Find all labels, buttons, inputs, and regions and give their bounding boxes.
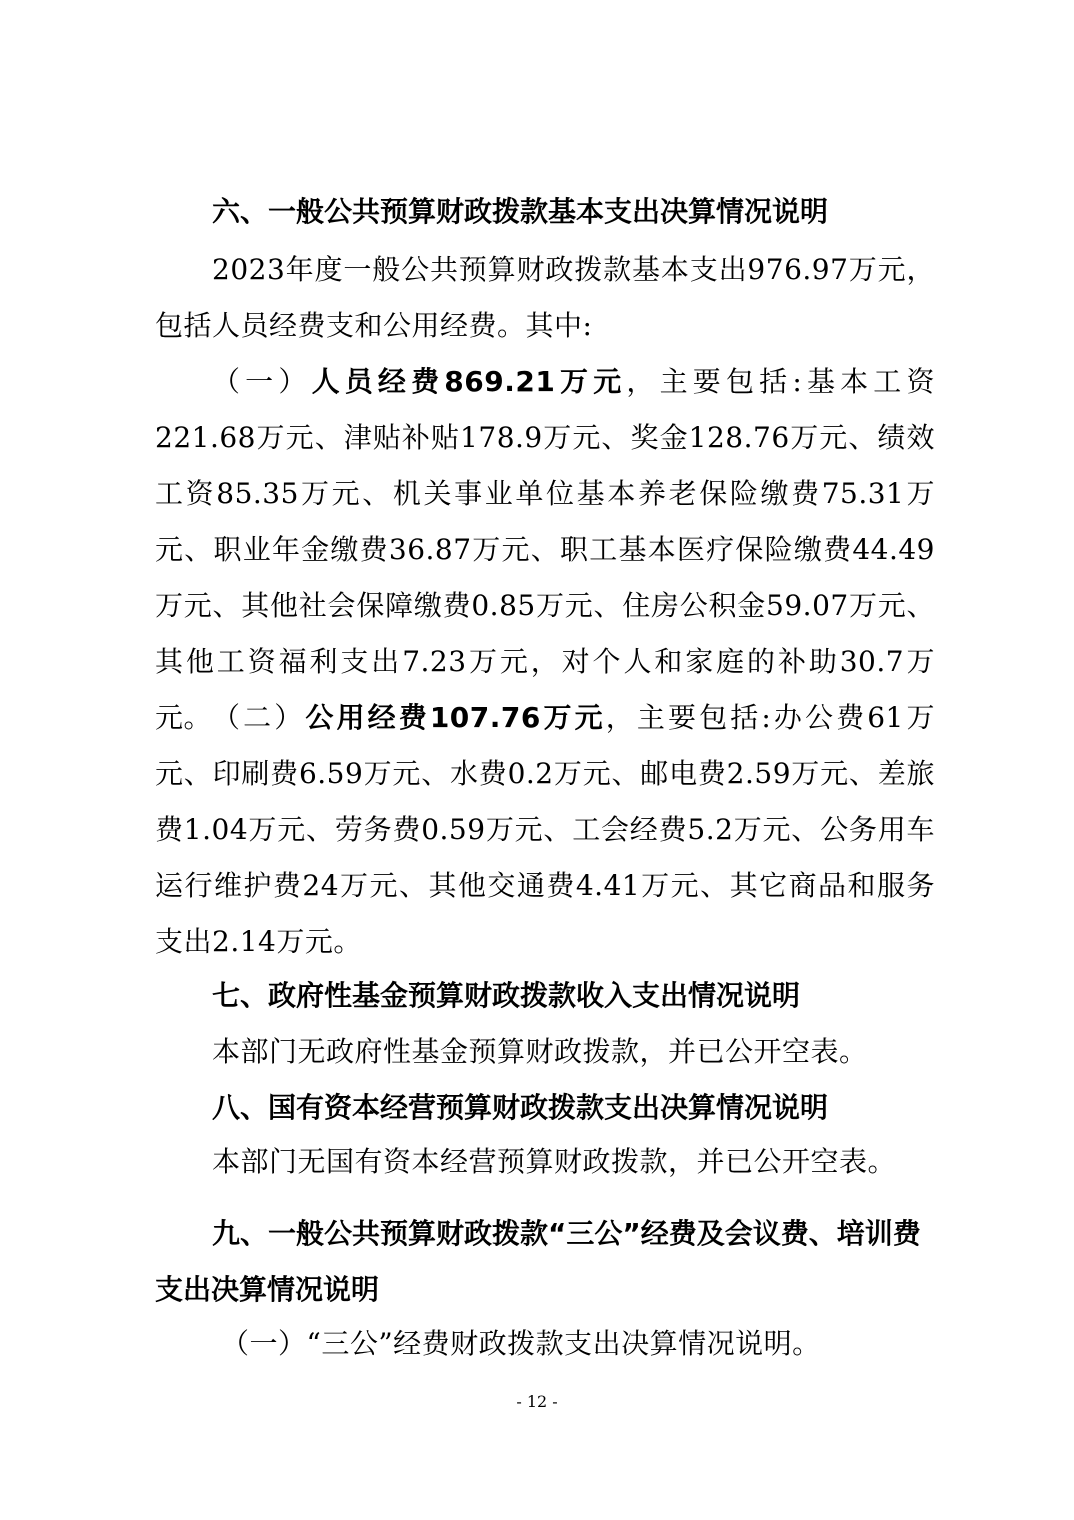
section-6-intro: 2023年度一般公共预算财政拨款基本支出976.97万元，包括人员经费支和公用经费。其中: bbox=[155, 253, 935, 342]
section-8-text: 本部门无国有资本经营预算财政拨款，并已公开空表。 bbox=[212, 1145, 897, 1178]
section-7-text: 本部门无政府性基金预算财政拨款，并已公开空表。 bbox=[212, 1035, 868, 1068]
page-number: - 12 - bbox=[516, 1392, 558, 1411]
personnel-total: 人员经费869.21万元 bbox=[311, 365, 627, 398]
public-details: ，主要包括:办公费61万元、印刷费6.59万元、水费0.2万元、邮电费2.59万元、差旅费1.04万元、劳务费0.59万元、工会经费5.2万元、公务用车运行维护费24万元、其他交通费4.41万元、其它商品和服务支出2.14万元。 bbox=[155, 701, 935, 958]
section-9-heading: 九、一般公共预算财政拨款“三公”经费及会议费、培训费支出决算情况说明 bbox=[155, 1217, 921, 1306]
section-6-heading: 六、一般公共预算财政拨款基本支出决算情况说明 bbox=[212, 195, 829, 228]
personnel-label: （一） bbox=[212, 365, 312, 398]
personnel-details: ，主要包括:基本工资221.68万元、津贴补贴178.9万元、奖金128.76万元、绩效工资85.35万元、机关事业单位基本养老保险缴费75.31万元、职业年金缴费36.87万元、职工基本医疗保险缴费44.49万元、其他社会保障缴费0.85万元、住房公积金59.07万元、其他工资福利支出7.23万元，对个人和家庭的补助30.7万元。 bbox=[155, 365, 935, 734]
section-9-sub1: （一）“三公”经费财政拨款支出决算情况说明。 bbox=[221, 1327, 821, 1360]
public-expense-paragraph bbox=[155, 690, 935, 970]
section-8-heading: 八、国有资本经营预算财政拨款支出决算情况说明 bbox=[212, 1091, 829, 1124]
personnel-expense-paragraph bbox=[155, 354, 935, 746]
public-total: 公用经费107.76万元 bbox=[305, 701, 606, 734]
section-7-heading: 七、政府性基金预算财政拨款收入支出情况说明 bbox=[212, 979, 801, 1012]
public-label: （二） bbox=[212, 701, 306, 734]
